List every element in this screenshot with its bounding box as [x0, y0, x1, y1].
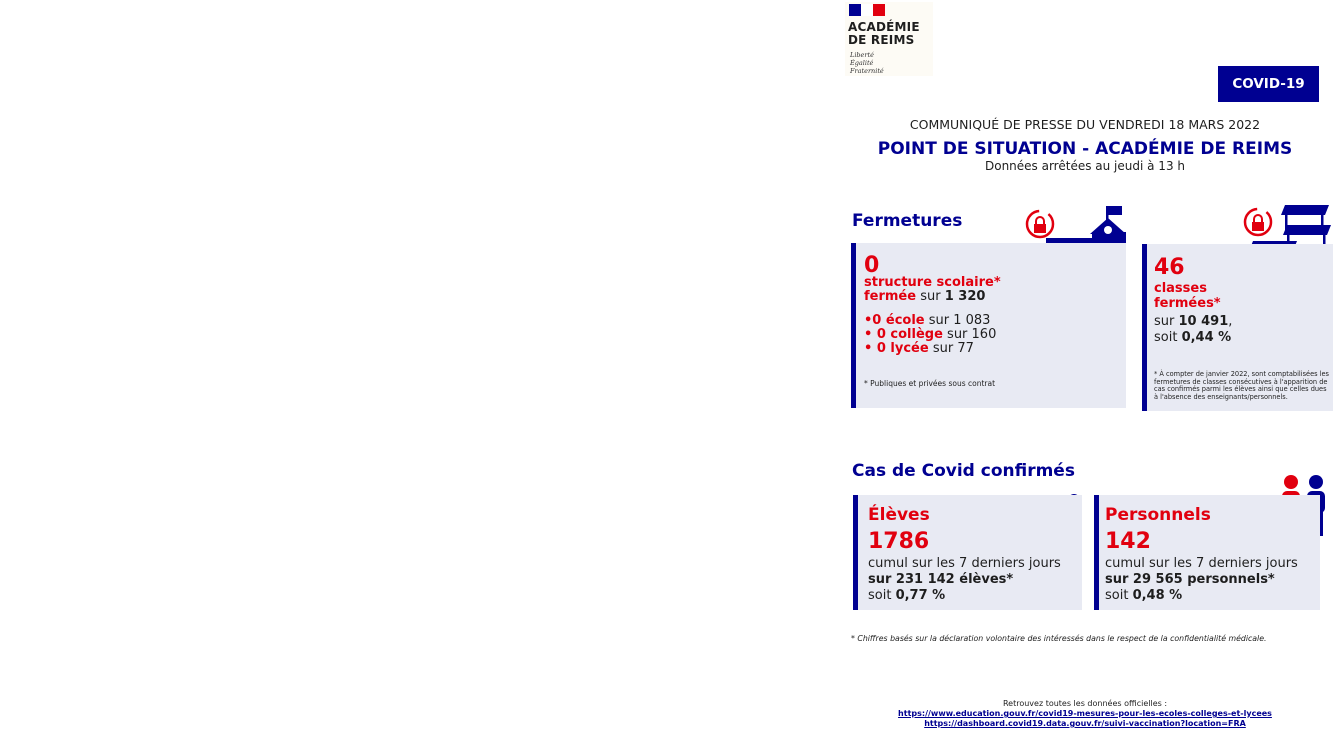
breakdown-college	[864, 327, 996, 342]
eleves-title: Élèves	[868, 505, 930, 525]
classes-total: 10 491	[1178, 314, 1229, 329]
dashboard-covid-link[interactable]: https://dashboard.covid19.data.gouv.fr/suivi-vaccination?location=FRA	[924, 719, 1246, 728]
personnels-count: 142	[1105, 529, 1151, 554]
breakdown-ecole	[864, 313, 996, 328]
lock-icon	[1245, 209, 1271, 235]
personnels-panel	[1094, 495, 1320, 610]
logo-name	[848, 21, 920, 47]
eleves-soit: soit	[868, 588, 892, 603]
lycee-label: • 0 lycée	[864, 341, 929, 356]
structures-total-line	[864, 289, 985, 304]
motto-liberte: Liberté	[850, 51, 874, 59]
logo-name-line1: ACADÉMIE	[848, 20, 920, 34]
lock-icon	[1027, 211, 1053, 237]
lycee-text: sur 77	[932, 341, 974, 356]
eleves-percent-line	[868, 588, 945, 603]
eleves-percent: 0,77 %	[895, 588, 946, 603]
classes-label-1: classes	[1154, 281, 1207, 296]
ecole-text: sur 1 083	[928, 313, 991, 328]
classes-comma: ,	[1228, 314, 1233, 329]
medical-footnote: * Chiffres basés sur la déclaration volontaire des intéressés dans le respect de la confidentialité médicale.	[851, 634, 1267, 643]
french-flag-icon	[849, 4, 885, 16]
motto-fraternite: Fraternité	[850, 67, 884, 75]
ecole-label: •0 école	[864, 313, 925, 328]
personnels-percent-line	[1105, 588, 1182, 603]
breakdown-lycee	[864, 341, 996, 356]
structures-panel	[851, 243, 1126, 408]
classes-label-2: fermées*	[1154, 296, 1221, 311]
classes-panel	[1142, 244, 1333, 411]
personnels-title: Personnels	[1105, 505, 1211, 525]
structures-count: 0	[864, 253, 880, 278]
footer-intro: Retrouvez toutes les données officielles :	[1002, 699, 1168, 708]
eleves-cumul: cumul sur les 7 derniers jours	[868, 556, 1061, 571]
page-subtitle: Données arrêtées au jeudi à 13 h	[984, 159, 1185, 173]
education-gouv-link[interactable]: https://www.education.gouv.fr/covid19-mesures-pour-les-ecoles-colleges-et-lycees	[898, 709, 1272, 718]
classes-soit: soit	[1154, 330, 1178, 345]
structures-sur: sur	[920, 289, 941, 304]
covid-badge: COVID-19	[1218, 66, 1319, 102]
eleves-panel	[853, 495, 1082, 610]
logo-name-line2: DE REIMS	[848, 33, 915, 47]
classes-percent-line	[1154, 330, 1231, 345]
classes-note: * À compter de janvier 2022, sont comptabilisées les fermetures de classes consécutives à l'apparition de cas confirmés parmi les élèves ainsi que celles dues à l'absence des enseignants/personnels.	[1154, 370, 1329, 401]
college-label: • 0 collège	[864, 327, 943, 342]
academie-logo	[845, 2, 933, 76]
personnels-soit: soit	[1105, 588, 1129, 603]
personnels-total: sur 29 565 personnels*	[1105, 572, 1275, 587]
structures-label-1: structure scolaire*	[864, 275, 1001, 290]
classes-total-line	[1154, 314, 1232, 329]
structures-total: 1 320	[944, 289, 986, 304]
structures-breakdown	[864, 313, 996, 356]
logo-motto	[850, 51, 884, 75]
eleves-count: 1786	[868, 529, 930, 554]
cas-covid-title: Cas de Covid confirmés	[852, 461, 1075, 481]
page-title: POINT DE SITUATION - ACADÉMIE DE REIMS	[877, 139, 1293, 159]
classes-percent: 0,44 %	[1181, 330, 1232, 345]
personnels-cumul: cumul sur les 7 derniers jours	[1105, 556, 1298, 571]
structures-label-2: fermée	[864, 289, 917, 304]
motto-egalite: Égalité	[850, 59, 874, 67]
college-text: sur 160	[947, 327, 997, 342]
press-release-date: COMMUNIQUÉ DE PRESSE DU VENDREDI 18 MARS 2022	[909, 117, 1261, 132]
structures-note: * Publiques et privées sous contrat	[864, 379, 996, 388]
classes-count: 46	[1154, 255, 1185, 280]
classes-sur: sur	[1154, 314, 1175, 329]
fermetures-title: Fermetures	[852, 211, 963, 231]
personnels-percent: 0,48 %	[1132, 588, 1183, 603]
eleves-total: sur 231 142 élèves*	[868, 572, 1014, 587]
